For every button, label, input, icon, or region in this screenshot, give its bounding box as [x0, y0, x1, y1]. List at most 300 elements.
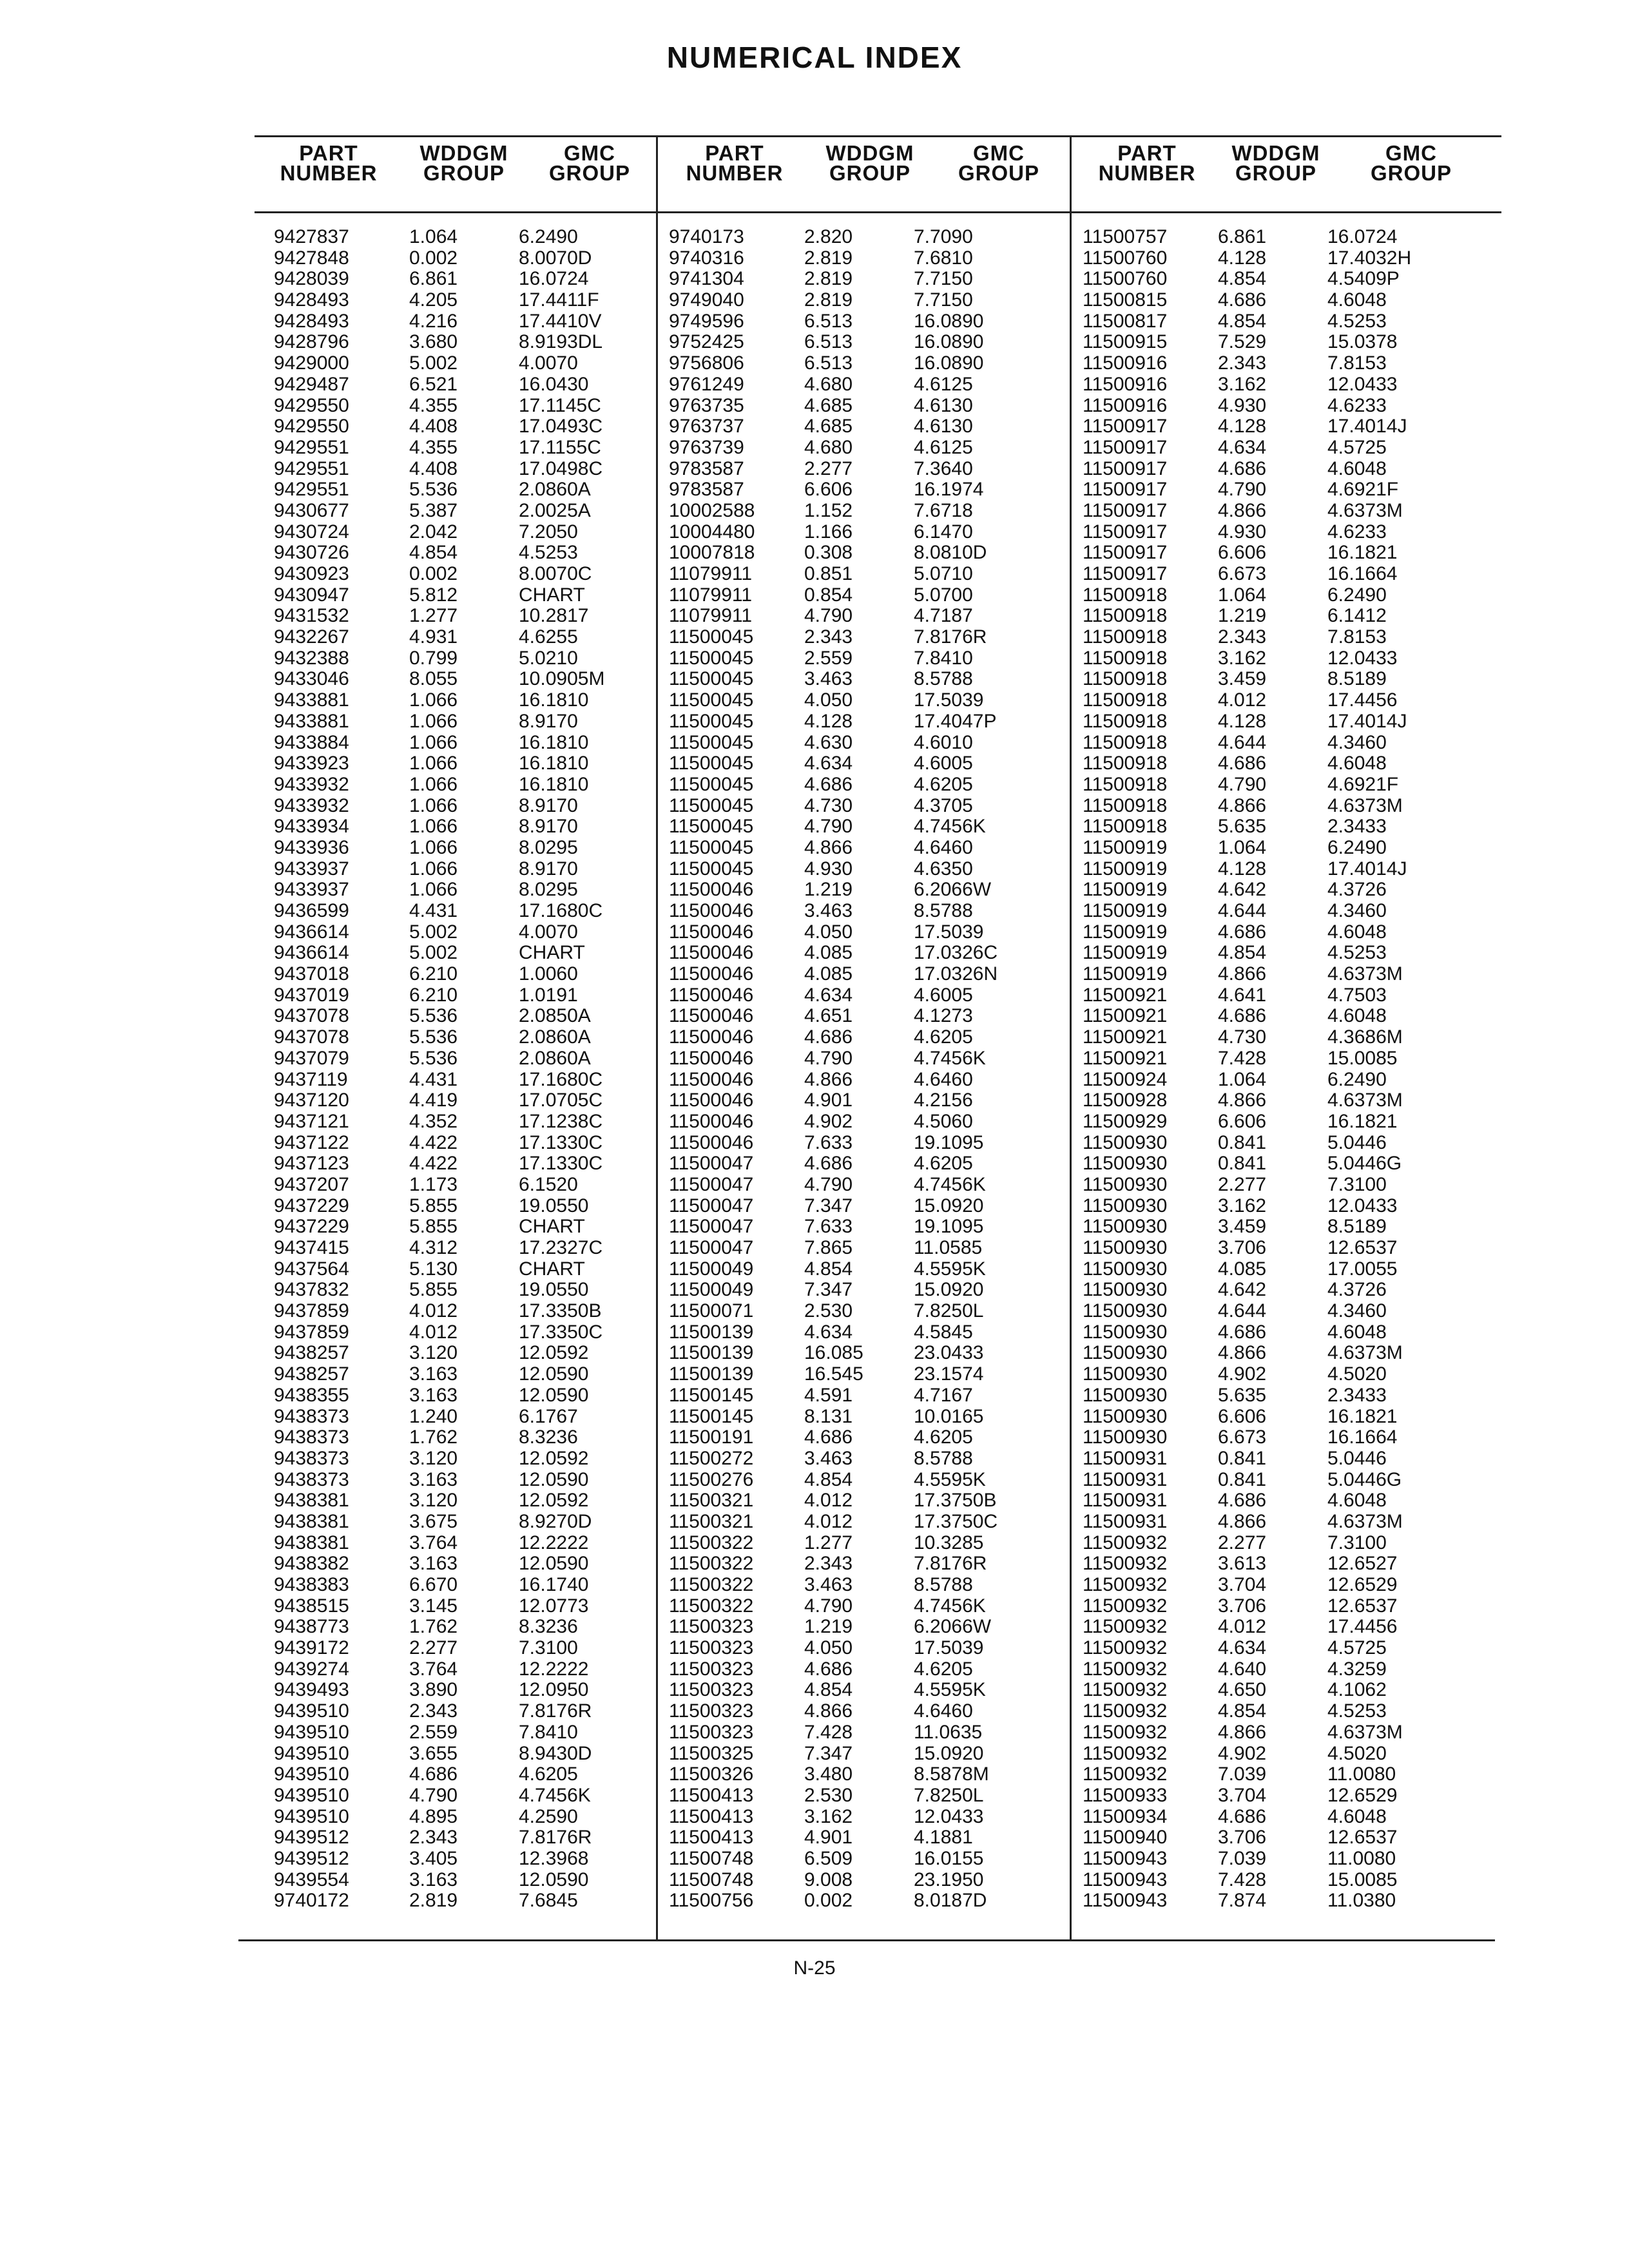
part-number: 11500071	[669, 1300, 754, 1322]
part-number: 11500145	[669, 1384, 754, 1406]
part-number: 9438355	[274, 1384, 349, 1406]
wddgm-group: 1.219	[804, 879, 853, 901]
wddgm-group: 4.651	[804, 1005, 853, 1027]
gmc-group: 8.5189	[1327, 668, 1387, 690]
part-number: 11500930	[1083, 1216, 1168, 1238]
index-row	[1083, 1617, 1437, 1638]
index-row	[669, 1027, 1023, 1048]
index-row	[669, 227, 1023, 248]
wddgm-group: 6.513	[804, 352, 853, 374]
part-number: 11500321	[669, 1490, 754, 1512]
wddgm-group: 5.387	[409, 499, 458, 521]
part-number: 9783587	[669, 457, 744, 479]
wddgm-group: 7.347	[804, 1742, 853, 1764]
wddgm-group: 1.066	[409, 858, 458, 879]
part-number: 9430923	[274, 563, 349, 584]
index-row	[1083, 1553, 1437, 1575]
wddgm-group: 0.841	[1218, 1468, 1267, 1490]
gmc-group: 4.5725	[1327, 1637, 1387, 1659]
wddgm-group: 2.277	[1218, 1173, 1267, 1195]
part-number: 11500930	[1083, 1300, 1168, 1322]
part-number: 11500046	[669, 1047, 754, 1069]
part-number: 11500046	[669, 1110, 754, 1132]
gmc-group: 6.2490	[1327, 836, 1387, 858]
gmc-group: 4.5595K	[914, 1258, 986, 1280]
gmc-group: 16.1664	[1327, 563, 1398, 584]
gmc-group: 17.4014J	[1327, 416, 1407, 437]
index-row	[669, 1764, 1023, 1785]
gmc-group: 4.3726	[1327, 879, 1387, 901]
index-row	[274, 901, 628, 922]
index-row	[274, 922, 628, 943]
index-row	[274, 964, 628, 985]
index-row	[1083, 690, 1437, 711]
wddgm-group: 4.790	[804, 1173, 853, 1195]
wddgm-group: 4.644	[1218, 900, 1267, 921]
part-number: 11500045	[669, 773, 754, 795]
gmc-group: 17.0326C	[914, 942, 998, 964]
part-number: 11500930	[1083, 1279, 1168, 1301]
gmc-group: 16.1664	[1327, 1427, 1398, 1448]
wddgm-group: 3.764	[409, 1532, 458, 1553]
part-number: 11500046	[669, 921, 754, 943]
index-row	[274, 1638, 628, 1659]
wddgm-group: 5.855	[409, 1279, 458, 1301]
gmc-group: 4.6255	[519, 626, 578, 648]
index-row	[669, 859, 1023, 880]
gmc-group: 4.6010	[914, 731, 973, 753]
index-row	[669, 733, 1023, 754]
part-number: 9740172	[274, 1890, 349, 1912]
index-row	[669, 1090, 1023, 1111]
index-row	[274, 353, 628, 374]
gmc-group: CHART	[519, 1216, 585, 1238]
gmc-group: 19.0550	[519, 1195, 589, 1216]
index-row	[669, 1490, 1023, 1512]
wddgm-group: 4.012	[409, 1300, 458, 1322]
gmc-group: 8.9270D	[519, 1510, 592, 1532]
wddgm-group: 0.002	[804, 1890, 853, 1912]
wddgm-group: 4.128	[1218, 247, 1267, 269]
part-number: 9430724	[274, 521, 349, 543]
part-number: 9438382	[274, 1553, 349, 1575]
gmc-group: 7.6810	[914, 247, 973, 269]
wddgm-group: 6.513	[804, 310, 853, 332]
index-row	[669, 1259, 1023, 1280]
wddgm-group: 0.841	[1218, 1447, 1267, 1469]
index-row	[274, 1343, 628, 1364]
index-row	[669, 669, 1023, 690]
part-number: 11500918	[1083, 710, 1168, 732]
gmc-group: 4.6125	[914, 373, 973, 395]
wddgm-group: 0.851	[804, 563, 853, 584]
gmc-group: 4.6048	[1327, 753, 1387, 774]
index-row	[274, 859, 628, 880]
part-number: 11500139	[669, 1363, 754, 1385]
index-row	[1083, 437, 1437, 459]
gmc-group: 12.6537	[1327, 1237, 1398, 1258]
index-row	[1083, 1175, 1437, 1196]
index-row	[274, 564, 628, 585]
index-row	[669, 985, 1023, 1006]
wddgm-group: 7.428	[1218, 1869, 1267, 1890]
wddgm-group: 2.559	[409, 1721, 458, 1743]
wddgm-group: 3.463	[804, 1574, 853, 1595]
wddgm-group: 4.790	[1218, 479, 1267, 501]
part-number: 10007818	[669, 542, 755, 564]
index-row	[274, 690, 628, 711]
gmc-group: 4.5253	[519, 542, 578, 564]
index-row	[1083, 353, 1437, 374]
index-row	[274, 1111, 628, 1133]
index-row	[669, 1111, 1023, 1133]
wddgm-group: 4.644	[1218, 1300, 1267, 1322]
wddgm-group: 1.277	[804, 1532, 853, 1553]
wddgm-group: 0.799	[409, 647, 458, 669]
index-row	[669, 1364, 1023, 1385]
wddgm-group: 2.819	[804, 247, 853, 269]
gmc-group: 4.2590	[519, 1805, 578, 1827]
index-row	[669, 479, 1023, 501]
index-row	[669, 290, 1023, 311]
wddgm-group: 3.706	[1218, 1827, 1267, 1849]
gmc-group: 6.2490	[1327, 584, 1387, 606]
gmc-group: 5.0446G	[1327, 1153, 1402, 1175]
part-number: 11500918	[1083, 689, 1168, 711]
index-column-2	[669, 227, 1023, 1912]
wddgm-group: 1.064	[409, 226, 458, 247]
part-number: 11500045	[669, 753, 754, 774]
part-number: 11500919	[1083, 963, 1168, 985]
part-number: 11500917	[1083, 436, 1168, 458]
part-number: 11500932	[1083, 1595, 1168, 1617]
part-number: 9749040	[669, 289, 744, 311]
wddgm-group: 4.642	[1218, 1279, 1267, 1301]
part-number: 11500139	[669, 1321, 754, 1343]
part-number: 11500323	[669, 1637, 754, 1659]
index-row	[274, 269, 628, 290]
gmc-group: 17.0498C	[519, 457, 603, 479]
wddgm-group: 0.841	[1218, 1131, 1267, 1153]
index-row	[669, 1238, 1023, 1259]
part-number: 11500918	[1083, 753, 1168, 774]
gmc-group: 4.5253	[1327, 1700, 1387, 1722]
wddgm-group: 4.634	[1218, 1637, 1267, 1659]
gmc-group: 7.8176R	[914, 626, 987, 648]
part-number: 9433934	[274, 816, 349, 838]
wddgm-group: 4.866	[804, 1068, 853, 1090]
index-row	[1083, 606, 1437, 627]
column-divider-1	[656, 135, 658, 1939]
gmc-group: 12.0590	[519, 1363, 589, 1385]
part-number: 11500919	[1083, 879, 1168, 901]
part-number: 11079911	[669, 563, 753, 584]
wddgm-group: 4.686	[804, 1658, 853, 1680]
index-row	[1083, 543, 1437, 564]
index-row	[669, 1448, 1023, 1470]
wddgm-group: 4.866	[804, 836, 853, 858]
index-row	[669, 1827, 1023, 1849]
index-row	[669, 1343, 1023, 1364]
index-row	[274, 1764, 628, 1785]
index-row	[1083, 1216, 1437, 1238]
part-number: 11500943	[1083, 1869, 1168, 1890]
part-number: 9432388	[274, 647, 349, 669]
index-row	[1083, 1322, 1437, 1343]
index-row	[274, 1512, 628, 1533]
wddgm-group: 4.085	[804, 963, 853, 985]
wddgm-group: 2.343	[1218, 352, 1267, 374]
gmc-group: 4.5725	[1327, 436, 1387, 458]
index-row	[669, 1280, 1023, 1301]
part-number: 11500322	[669, 1532, 754, 1553]
wddgm-group: 2.277	[1218, 1532, 1267, 1553]
gmc-group: 17.5039	[914, 921, 984, 943]
gmc-group: 8.0070C	[519, 563, 592, 584]
part-number: 9439512	[274, 1827, 349, 1849]
index-row	[274, 985, 628, 1006]
gmc-group: 8.5788	[914, 668, 973, 690]
index-row	[1083, 1490, 1437, 1512]
wddgm-group: 4.902	[804, 1110, 853, 1132]
part-number: 11500413	[669, 1805, 754, 1827]
wddgm-group: 4.686	[804, 1153, 853, 1175]
gmc-group: 17.1238C	[519, 1110, 603, 1132]
gmc-group: 5.0446G	[1327, 1468, 1402, 1490]
index-row	[274, 227, 628, 248]
index-row	[669, 396, 1023, 417]
wddgm-group: 4.355	[409, 394, 458, 416]
index-row	[274, 1006, 628, 1027]
part-number: 11500930	[1083, 1427, 1168, 1448]
gmc-group: 8.5788	[914, 1447, 973, 1469]
index-row	[1083, 1427, 1437, 1448]
gmc-group: 1.0060	[519, 963, 578, 985]
gmc-group: 4.6373M	[1327, 499, 1403, 521]
index-row	[274, 606, 628, 627]
gmc-group: 8.3236	[519, 1616, 578, 1638]
wddgm-group: 6.210	[409, 963, 458, 985]
wddgm-group: 4.050	[804, 921, 853, 943]
index-row	[1083, 501, 1437, 522]
wddgm-group: 5.536	[409, 479, 458, 501]
gmc-group: 4.6048	[1327, 457, 1387, 479]
index-row	[669, 1596, 1023, 1617]
part-number: 11500757	[1083, 226, 1168, 247]
wddgm-group: 3.163	[409, 1869, 458, 1890]
part-number: 9438373	[274, 1447, 349, 1469]
index-row	[669, 416, 1023, 437]
wddgm-group: 3.463	[804, 900, 853, 921]
wddgm-group: 5.002	[409, 921, 458, 943]
part-number: 11500045	[669, 816, 754, 838]
index-row	[1083, 648, 1437, 669]
gmc-group: 17.0705C	[519, 1090, 603, 1111]
gmc-group: 4.5409P	[1327, 268, 1400, 290]
index-row	[1083, 1153, 1437, 1175]
part-number: 11500930	[1083, 1173, 1168, 1195]
part-number: 9749596	[669, 310, 744, 332]
gmc-group: 4.6460	[914, 1700, 973, 1722]
part-number: 11500413	[669, 1784, 754, 1806]
part-number: 11500930	[1083, 1153, 1168, 1175]
gmc-group: 17.4411F	[519, 289, 599, 311]
wddgm-group: 4.012	[1218, 689, 1267, 711]
index-row	[669, 543, 1023, 564]
wddgm-group: 4.901	[804, 1827, 853, 1849]
wddgm-group: 6.606	[1218, 1110, 1267, 1132]
index-row	[1083, 1764, 1437, 1785]
index-row	[669, 1006, 1023, 1027]
index-row	[274, 1470, 628, 1491]
gmc-group: 4.6460	[914, 1068, 973, 1090]
part-number: 11500932	[1083, 1574, 1168, 1595]
index-row	[1083, 1533, 1437, 1554]
part-number: 11500325	[669, 1742, 754, 1764]
index-row	[1083, 1027, 1437, 1048]
gmc-group: 4.3726	[1327, 1279, 1387, 1301]
part-number: 9431532	[274, 605, 349, 627]
gmc-group: 17.0493C	[519, 416, 603, 437]
index-row	[1083, 1385, 1437, 1407]
part-number: 11500045	[669, 731, 754, 753]
gmc-group: 5.0446	[1327, 1131, 1387, 1153]
part-number: 11500932	[1083, 1532, 1168, 1553]
wddgm-group: 2.530	[804, 1300, 853, 1322]
part-number: 9438257	[274, 1342, 349, 1364]
index-row	[669, 1070, 1023, 1091]
gmc-group: 5.0210	[519, 647, 578, 669]
gmc-group: 12.0433	[914, 1805, 984, 1827]
wddgm-group: 4.680	[804, 436, 853, 458]
wddgm-group: 5.002	[409, 942, 458, 964]
wddgm-group: 1.066	[409, 689, 458, 711]
index-row	[1083, 459, 1437, 480]
gmc-group: 16.1810	[519, 753, 589, 774]
part-number: 11500943	[1083, 1847, 1168, 1869]
part-number: 11500323	[669, 1679, 754, 1701]
index-row	[1083, 1785, 1437, 1807]
index-row	[274, 669, 628, 690]
index-row	[669, 1553, 1023, 1575]
part-number: 11500919	[1083, 858, 1168, 879]
index-row	[274, 1617, 628, 1638]
wddgm-group: 4.901	[804, 1090, 853, 1111]
gmc-group: 16.0155	[914, 1847, 984, 1869]
part-number: 9756806	[669, 352, 744, 374]
index-row	[274, 1785, 628, 1807]
gmc-group: 8.9170	[519, 710, 578, 732]
part-number: 11500049	[669, 1279, 754, 1301]
index-row	[1083, 1890, 1437, 1912]
wddgm-group: 4.012	[804, 1510, 853, 1532]
gmc-group: 16.1821	[1327, 542, 1398, 564]
wddgm-group: 4.866	[1218, 963, 1267, 985]
gmc-group: CHART	[519, 942, 585, 964]
part-number: 11500921	[1083, 1005, 1168, 1027]
gmc-group: CHART	[519, 584, 585, 606]
index-row	[669, 901, 1023, 922]
wddgm-group: 3.890	[409, 1679, 458, 1701]
part-number: 9433923	[274, 753, 349, 774]
part-number: 9428039	[274, 268, 349, 290]
index-row	[1083, 1827, 1437, 1849]
wddgm-group: 5.812	[409, 584, 458, 606]
wddgm-group: 3.120	[409, 1447, 458, 1469]
index-row	[274, 1596, 628, 1617]
part-number: 9439510	[274, 1763, 349, 1785]
part-number: 9429551	[274, 479, 349, 501]
wddgm-group: 4.866	[1218, 1721, 1267, 1743]
part-number: 11500045	[669, 858, 754, 879]
gmc-group: 7.8153	[1327, 352, 1387, 374]
part-number: 9752425	[669, 331, 744, 353]
gmc-group: 12.0590	[519, 1468, 589, 1490]
gmc-group: 2.0860A	[519, 1026, 591, 1048]
header-part-number-1: PART NUMBER	[280, 141, 378, 185]
index-row	[669, 627, 1023, 648]
gmc-group: 12.6527	[1327, 1553, 1398, 1575]
part-number: 11500943	[1083, 1890, 1168, 1912]
wddgm-group: 1.066	[409, 731, 458, 753]
gmc-group: 8.5878M	[914, 1763, 989, 1785]
gmc-group: 12.6529	[1327, 1574, 1398, 1595]
gmc-group: 7.6718	[914, 499, 973, 521]
gmc-group: 15.0085	[1327, 1869, 1398, 1890]
wddgm-group: 4.854	[1218, 1700, 1267, 1722]
gmc-group: 5.0446	[1327, 1447, 1387, 1469]
gmc-group: 6.2066W	[914, 879, 992, 901]
gmc-group: 23.1950	[914, 1869, 984, 1890]
part-number: 11500931	[1083, 1510, 1168, 1532]
gmc-group: 7.8176R	[519, 1827, 592, 1849]
wddgm-group: 1.762	[409, 1427, 458, 1448]
part-number: 11500748	[669, 1847, 754, 1869]
header-wddgm-group-1: WDDGM GROUP	[419, 141, 508, 185]
wddgm-group: 1.277	[409, 605, 458, 627]
index-row	[1083, 774, 1437, 796]
index-row	[1083, 1512, 1437, 1533]
wddgm-group: 16.545	[804, 1363, 863, 1385]
index-row	[274, 648, 628, 669]
wddgm-group: 4.685	[804, 394, 853, 416]
part-number: 11079911	[669, 584, 753, 606]
index-row	[274, 627, 628, 648]
part-number: 9438373	[274, 1468, 349, 1490]
wddgm-group: 5.635	[1218, 1384, 1267, 1406]
header-wddgm-group-3: WDDGM GROUP	[1231, 141, 1320, 185]
index-row	[669, 1533, 1023, 1554]
part-number: 9437122	[274, 1131, 349, 1153]
gmc-group: 4.6373M	[1327, 1090, 1403, 1111]
part-number: 9740316	[669, 247, 744, 269]
wddgm-group: 5.536	[409, 1026, 458, 1048]
part-number: 11500045	[669, 836, 754, 858]
part-number: 9439512	[274, 1847, 349, 1869]
wddgm-group: 4.790	[804, 1047, 853, 1069]
index-row	[274, 1849, 628, 1870]
part-number: 11500918	[1083, 794, 1168, 816]
wddgm-group: 4.930	[1218, 394, 1267, 416]
part-number: 9763739	[669, 436, 744, 458]
part-number: 11500272	[669, 1447, 754, 1469]
part-number: 11500323	[669, 1700, 754, 1722]
part-number: 11500918	[1083, 773, 1168, 795]
wddgm-group: 6.673	[1218, 1427, 1267, 1448]
gmc-group: 4.6373M	[1327, 1721, 1403, 1743]
wddgm-group: 2.343	[804, 626, 853, 648]
part-number: 9429551	[274, 457, 349, 479]
